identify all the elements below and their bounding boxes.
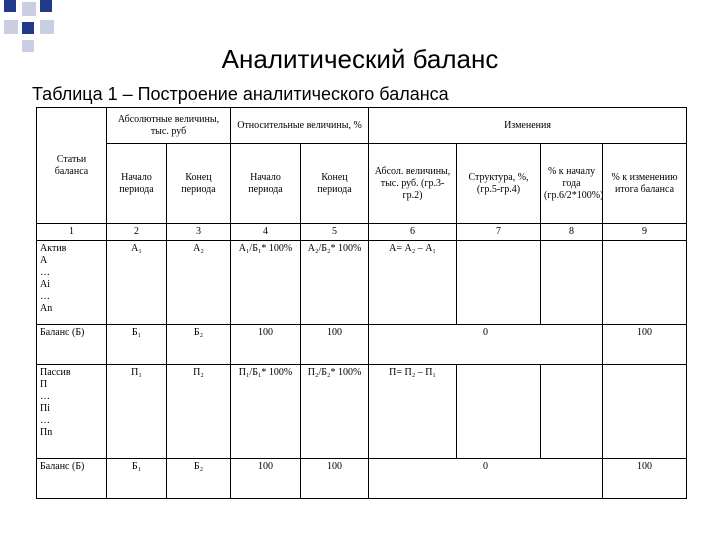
column-number: 3 [167,224,231,241]
table-row-balance [37,325,687,365]
page-title: Аналитический баланс [221,44,499,74]
table-cell: 100 [603,459,687,499]
table-cell [603,241,687,325]
deco-square-3 [40,0,52,12]
table-cell: А₂/Б₂* 100% [301,241,369,325]
table-cell: А₂ [167,241,231,325]
deco-square-5 [22,22,34,34]
group-changes: Изменения [369,108,687,144]
subheader-cell: Структура, %, (гр.5-гр.4) [457,144,541,224]
table-cell: 100 [231,459,301,499]
deco-square-6 [40,20,54,34]
table-cell: П₂/Б₂* 100% [301,365,369,459]
group-absolute: Абсолютные величины, тыс. руб [107,108,231,144]
subheader-cell: % к изменению итога баланса [603,144,687,224]
column-number: 2 [107,224,167,241]
table-caption: Таблица 1 – Построение аналитического баланса [32,84,449,104]
table-cell: 100 [301,459,369,499]
table-cell [457,365,541,459]
deco-square-1 [4,0,16,12]
table-cell [541,365,603,459]
column-number: 8 [541,224,603,241]
table-cell: А= А₂ – А₁ [369,241,457,325]
table-cell-merged: 0 [369,325,603,365]
table-cell: П₂ [167,365,231,459]
balance-label-cell: Баланс (Б) [37,325,107,365]
subheader-cell: Конец периода [301,144,369,224]
table-cell: Б₁ [107,325,167,365]
balance-table [36,107,687,499]
table-row-balance [37,459,687,499]
column-number: 6 [369,224,457,241]
subheader-cell: Начало периода [231,144,301,224]
table-cell [541,241,603,325]
group-relative: Относительные величины, % [231,108,369,144]
liabilities-label-cell: Пассив П … Пi … Пn [37,365,107,459]
table-cell: 100 [301,325,369,365]
table-row-assets [37,241,687,325]
table-cell-merged: 0 [369,459,603,499]
table-cell: П₁/Б₁* 100% [231,365,301,459]
table-cell [603,365,687,459]
header-sub-row [37,144,687,224]
table-cell: А₁ [107,241,167,325]
table-cell: Б₁ [107,459,167,499]
column-number: 7 [457,224,541,241]
balance-label-cell: Баланс (Б) [37,459,107,499]
column-number: 1 [37,224,107,241]
table-cell: П₁ [107,365,167,459]
table-cell: П= П₂ – П₁ [369,365,457,459]
deco-square-4 [4,20,18,34]
subheader-cell: Абсол. величины, тыс. руб. (гр.3-гр.2) [369,144,457,224]
deco-square-2 [22,2,36,16]
table-cell: Б₂ [167,459,231,499]
column-number: 9 [603,224,687,241]
subheader-cell: Начало периода [107,144,167,224]
table-cell [457,241,541,325]
subheader-cell: % к началу года (гр.6/2*100%) [541,144,603,224]
subheader-cell: Конец периода [167,144,231,224]
table-cell: А₁/Б₁* 100% [231,241,301,325]
header-group-row [37,108,687,144]
table-row-liabilities [37,365,687,459]
column-number: 4 [231,224,301,241]
column-number-row [37,224,687,241]
column-number: 5 [301,224,369,241]
assets-label-cell: Актив А … Аi … Аn [37,241,107,325]
table-cell: 100 [231,325,301,365]
table-cell: 100 [603,325,687,365]
table-cell: Б₂ [167,325,231,365]
row-header-cell: Статьи баланса [37,108,107,224]
